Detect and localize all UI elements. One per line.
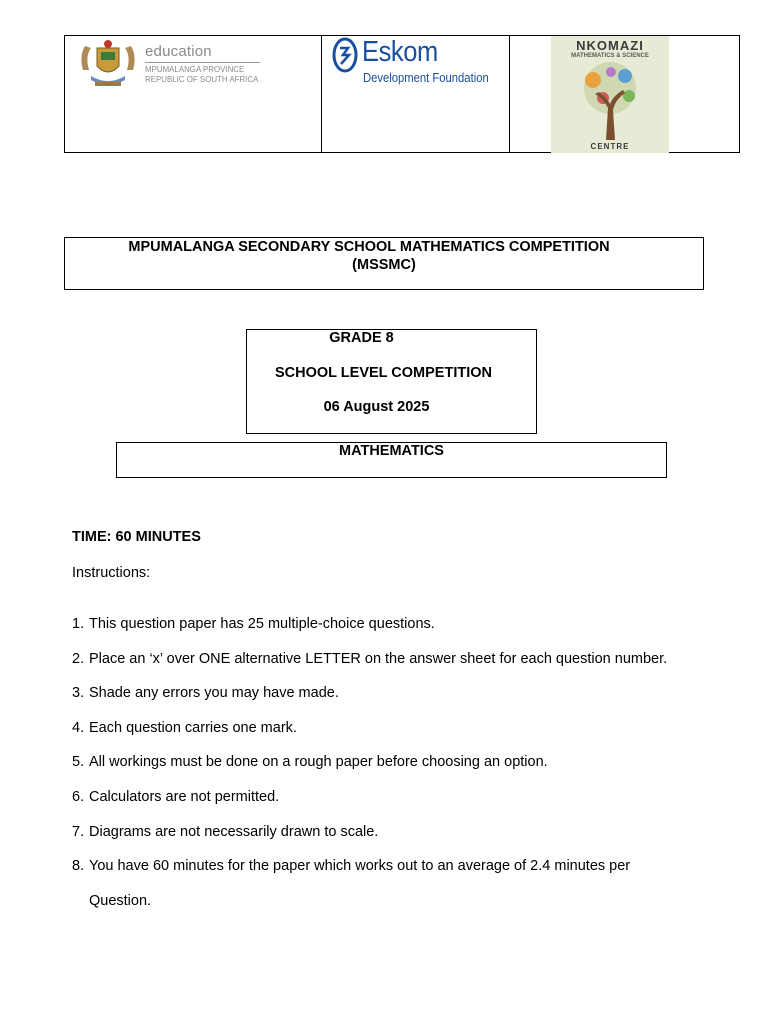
education-province: MPUMALANGA PROVINCE	[145, 64, 245, 74]
tree-icon	[565, 58, 655, 140]
coat-of-arms-icon	[75, 36, 141, 92]
eskom-mark-icon	[332, 36, 358, 74]
nkomazi-logo	[551, 36, 669, 153]
eskom-subtitle: Development Foundation	[363, 71, 489, 85]
grade-label: GRADE 8	[329, 330, 394, 346]
subject-title: MATHEMATICS	[339, 443, 444, 459]
eskom-word: Eskom	[362, 36, 438, 68]
competition-title: MPUMALANGA SECONDARY SCHOOL MATHEMATICS COMPETITION	[128, 239, 610, 255]
competition-level: SCHOOL LEVEL COMPETITION	[275, 365, 492, 381]
competition-acronym: (MSSMC)	[352, 257, 416, 273]
nkomazi-subtitle: MATHEMATICS & SCIENCE	[571, 53, 649, 59]
grade-details-box	[246, 329, 537, 434]
nkomazi-title: NKOMAZI	[576, 38, 644, 53]
logo-header-table	[64, 35, 740, 153]
education-logo-cell	[65, 36, 321, 152]
time-allowed: TIME: 60 MINUTES	[72, 529, 201, 545]
subject-box	[116, 442, 667, 478]
education-rule	[145, 62, 260, 63]
instructions-heading: Instructions:	[72, 565, 151, 581]
nkomazi-logo-cell	[509, 36, 739, 152]
competition-date: 06 August 2025	[323, 399, 430, 415]
nkomazi-centre: CENTRE	[590, 142, 630, 151]
competition-title-box	[64, 237, 704, 290]
education-country: REPUBLIC OF SOUTH AFRICA	[145, 74, 259, 84]
education-word: education	[145, 43, 212, 60]
eskom-logo-cell	[321, 36, 510, 152]
